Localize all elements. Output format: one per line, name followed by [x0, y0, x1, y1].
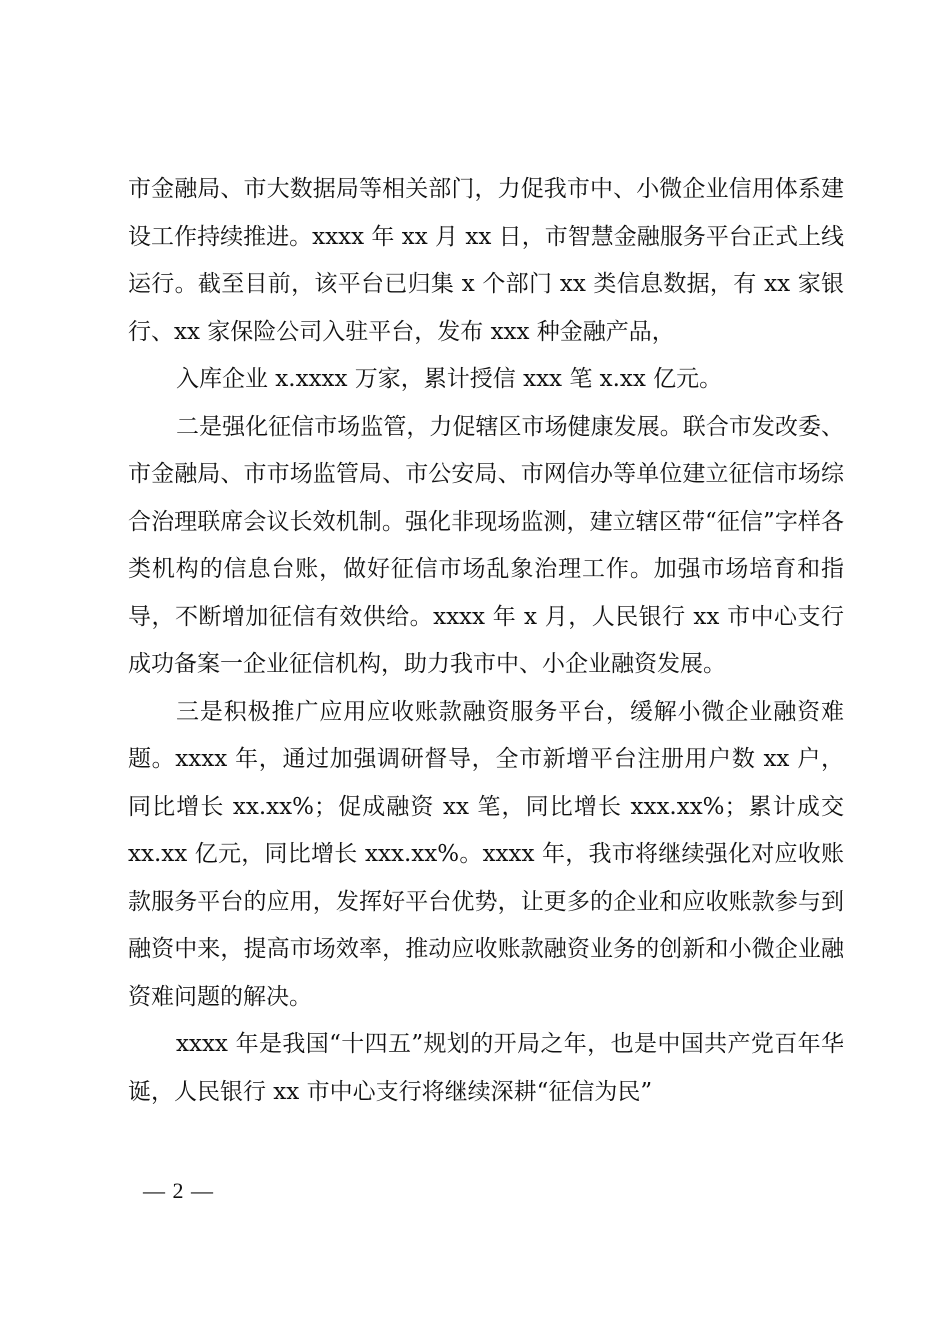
paragraph-outlook: xxxx 年是我国“十四五”规划的开局之年，也是中国共产党百年华诞，人民银行 xx 市中心支行将继续深耕“征信为民”: [128, 1031, 844, 1105]
paragraph-enterprise-count: 入库企业 x.xxxx 万家，累计授信 xxx 笔 x.xx 亿元。: [176, 366, 723, 392]
paragraph-continuation: 市金融局、市大数据局等相关部门，力促我市中、小微企业信用体系建设工作持续推进。xxxx 年 xx 月 xx 日，市智慧金融服务平台正式上线运行。截至目前，该平台已归集 x 个部门 xx 类信息数据，有 xx 家银行、xx 家保险公司入驻平台，发布 xxx 种金融产品，: [128, 176, 844, 345]
document-body: [128, 166, 844, 1116]
paragraph-market-supervision: 二是强化征信市场监管，力促辖区市场健康发展。联合市发改委、市金融局、市市场监管局、市公安局、市网信办等单位建立征信市场综合治理联席会议长效机制。强化非现场监测，建立辖区带“征信”字样各类机构的信息台账，做好征信市场乱象治理工作。加强市场培育和指导，不断增加征信有效供给。xxxx 年 x 月，人民银行 xx 市中心支行成功备案一企业征信机构，助力我市中、小企业融资发展。: [128, 413, 844, 677]
paragraph-receivables-platform: 三是积极推广应用应收账款融资服务平台，缓解小微企业融资难题。xxxx 年，通过加强调研督导，全市新增平台注册用户数 xx 户，同比增长 xx.xx%；促成融资 xx 笔，同比增长 xxx.xx%；累计成交 xx.xx 亿元，同比增长 xxx.xx%。xxxx 年，我市将继续强化对应收账款服务平台的应用，发挥好平台优势，让更多的企业和应收账款参与到融资中来，提高市场效率，推动应收账款融资业务的创新和小微企业融资难问题的解决。: [128, 698, 844, 1010]
page-number: — 2 —: [143, 1178, 214, 1203]
